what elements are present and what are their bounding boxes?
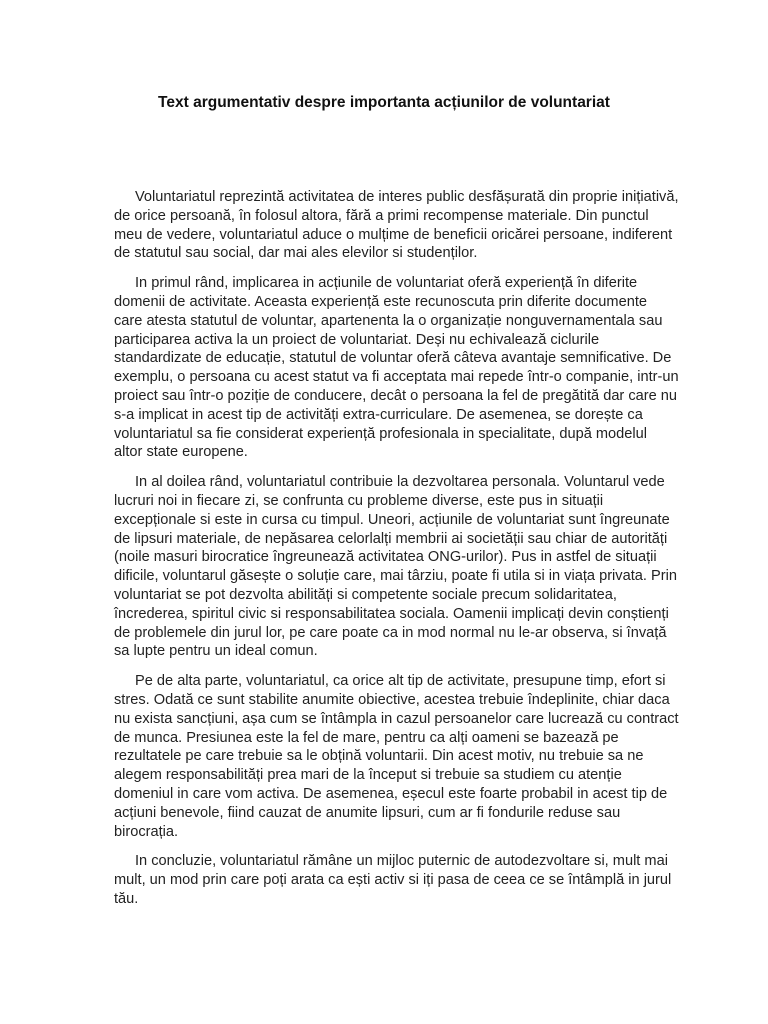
paragraph-counter-argument: Pe de alta parte, voluntariatul, ca orice alt tip de activitate, presupune timp, efort si stres. Odată ce sunt stabilite anumite obiective, acestea trebuie îndeplinite, chiar daca nu exista sancțiuni, așa cum se întâmpla in cazul persoanelor care lucrează cu contract de munca. Presiunea este la fel de mare, pentru ca alți oameni se bazează pe rezultatele pe care trebuie sa le obțină voluntarii. Din acest motiv, nu trebuie sa ne alegem responsabilități prea mari de la început si trebuie sa studiem cu atenție domeniul in care vom activa. De asemenea, eșecul este foarte probabil in acest tip de acțiuni benevole, fiind cauzat de anumite lipsuri, cum ar fi fondurile reduse sau birocrația. (114, 673, 679, 840)
paragraph-argument-two: In al doilea rând, voluntariatul contribuie la dezvoltarea personala. Voluntarul vede lucruri noi in fiecare zi, se confrunta cu probleme diverse, este pus in situații excepționale si este in cursa cu timpul. Uneori, acțiunile de voluntariat sunt îngreunate de lipsuri materiale, de nepăsarea celorlalți membrii ai societății sau chiar de autorități (noile masuri birocratice îngreunează activitatea ONG-urilor). Pus in astfel de situații dificile, voluntarul găsește o soluție care, mai târziu, poate fi utila si in viața privata. Prin voluntariat se pot dezvolta abilități si competente sociale precum solidaritatea, încrederea, spiritul civic si responsabilitatea sociala. Oamenii implicați devin conștienți de problemele din jurul lor, pe care poate ca in mod normal nu le-ar observa, si învață sa lupte pentru un ideal comun. (114, 474, 677, 660)
paragraph-argument-one: In primul rând, implicarea in acțiunile de voluntariat oferă experiență în diferite domenii de activitate. Aceasta experiență este recunoscuta prin diferite documente care atesta statutul de voluntar, apartenenta la o organizație nonguvernamentala sau participarea activa la un proiect de voluntariat. Deși nu echivalează ciclurile standardizate de educație, statutul de voluntar oferă câteva avantaje semnificative. De exemplu, o persoana cu acest statut va fi acceptata mai repede într-o companie, intr-un proiect sau într-o poziție de conducere, decât o persoana la fel de pregătită dar care nu s-a implicat in acest tip de activități extra-curriculare. De asemenea, se dorește ca voluntariatul sa fie considerat experiență profesionala in specialitate, după modelul altor state europene. (114, 275, 679, 461)
document-body (114, 188, 679, 909)
paragraph-introduction: Voluntariatul reprezintă activitatea de interes public desfășurată din proprie inițiativă, de orice persoană, în folosul altora, fără a primi recompense materiale. Din punctul meu de vedere, voluntariatul aduce o mulțime de beneficii oricărei persoane, indiferent de statutul sau social, dar mai ales elevilor si studenților. (114, 189, 679, 262)
document-title: Text argumentativ despre importanta acțiunilor de voluntariat (158, 94, 610, 111)
paragraph-conclusion: In concluzie, voluntariatul rămâne un mijloc puternic de autodezvoltare si, mult mai mult, un mod prin care poți arata ca ești activ si iți pasa de ceea ce se întâmplă in jurul tău. (114, 853, 672, 907)
